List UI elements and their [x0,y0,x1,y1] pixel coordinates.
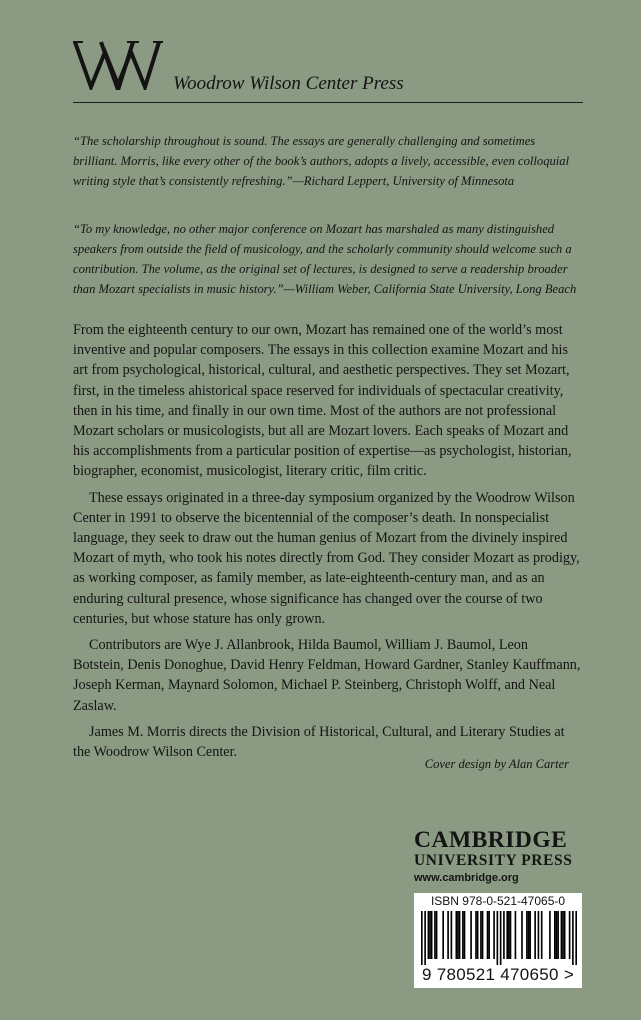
barcode-bar [475,911,477,959]
barcode-bar [541,911,543,959]
cover-credit: Cover design by Alan Carter [424,757,569,771]
barcode-bar [470,911,472,959]
barcode-bars-icon [421,911,577,965]
barcode-bar [557,911,559,959]
barcode-bar [421,911,423,965]
publisher-logo [414,828,584,884]
barcode-bar [521,911,523,959]
barcode-bar [510,911,512,959]
barcode-bar [497,911,499,965]
barcode-bar [503,911,505,959]
barcode-bar [480,911,482,959]
barcode-bar [549,911,551,959]
barcode-bar [529,911,531,959]
barcode-bar [429,911,431,959]
barcode-bar [556,911,558,959]
contributors-paragraph: Contributors are Wye J. Allanbrook, Hilda Baumol, William J. Baumol, Leon Botstein, Denis Donoghue, David Henry Feldman, Howard Gardner, Stanley Kauffmann, Joseph Kerman, Maynard Solomon, Michael P. Steinberg, Christoph Wolff, and Neal Zaslaw. [73,637,581,714]
header-divider [73,102,583,103]
press-name: Woodrow Wilson Center Press [173,73,404,94]
barcode-bar [459,911,461,959]
barcode-bar [424,911,426,965]
barcode-bar [493,911,495,959]
description-paragraph-2: These essays originated in a three-day symposium organized by the Woodrow Wilson Center in 1991 to observe the bicentennial of the composer’s death. In nonspecialist language, they seek to draw out the human genius of Mozart from the divinely inspired Mozart of myth, who took his notes directly from God. They consider Mozart as prodigy, as working composer, as family member, as late-eighteenth-century man, and as an enduring cultural presence, whose significance has changed over the course of two centuries, but whose stature has only grown. [73,489,580,627]
barcode-bar [561,911,563,959]
barcode-bar [538,911,540,959]
publisher-subtitle: UNIVERSITY PRESS [414,852,573,869]
barcode-bar [500,911,502,965]
barcode-bar [434,911,436,959]
barcode-bar [436,911,438,959]
description-paragraph-1: From the eighteenth century to our own, Mozart has remained one of the world’s most inventive and popular composers. The essays in this collection examine Mozart and his art from psychological, historical, cultural, and aesthetic perspectives. They set Mozart, first, in the timeless ahistorical space reserved for individuals of spectacular creativity, then in his time, and finally in our own time. Most of the authors are not professional Mozart scholars or musicologists, but all are Mozart lovers. Each speaks of Mozart and his accomplishments from a particular position of expertise—as psychologist, historian, biographer, economist, musicologist, literary critic, film critic. [73,322,572,480]
ean-digits: 9 780521 470650 > [421,965,575,984]
review-quote-2: “To my knowledge, no other major conference on Mozart has marshaled as many distinguished speakers from outside the field of musicology, and the scholarly community should welcome such a contribution. The volume, as the original set of lectures, is designed to serve a readership broader than Mozart specialists in music history.”—William Weber, California State University, Long Beach [73,222,577,296]
barcode-bar [464,911,466,959]
barcode-bar [528,911,530,959]
barcode-bar [575,911,577,965]
barcode-bar [562,911,564,959]
barcode-bar [431,911,433,959]
review-quote-1: “The scholarship throughout is sound. The essays are generally challenging and sometimes brilliant. Morris, like every other of the book’s authors, adopts a lively, accessible, even colloquial writing style that’s consistently refreshing.”—Richard Leppert, University of Minnesota [73,134,570,188]
barcode-bar [569,911,571,959]
barcode-bar [457,911,459,959]
barcode-bar [515,911,517,959]
isbn-label: ISBN 978-0-521-47065-0 [430,894,566,908]
barcode-bar [506,911,508,959]
barcode-bar [526,911,528,959]
barcode-bar [564,911,566,959]
barcode-bar [455,911,457,959]
barcode-bar [482,911,484,959]
barcode-bar [442,911,444,959]
barcode-bar [572,911,574,965]
barcode-bar [451,911,453,959]
barcode-bar [428,911,430,959]
ww-logo-icon [73,40,163,90]
barcode-bar [477,911,479,959]
barcode-bar [534,911,536,959]
barcode-bar [488,911,490,959]
editor-bio: James M. Morris directs the Division of Historical, Cultural, and Literary Studies at the Woodrow Wilson Center. [73,723,565,761]
isbn-barcode [414,893,582,988]
barcode-bar [447,911,449,959]
publisher-url: www.cambridge.org [414,872,519,884]
barcode-bar [508,911,510,959]
barcode-bar [487,911,489,959]
publisher-name: CAMBRIDGE [414,827,568,853]
book-description [73,320,581,768]
barcode-bar [462,911,464,959]
barcode-bar [554,911,556,959]
